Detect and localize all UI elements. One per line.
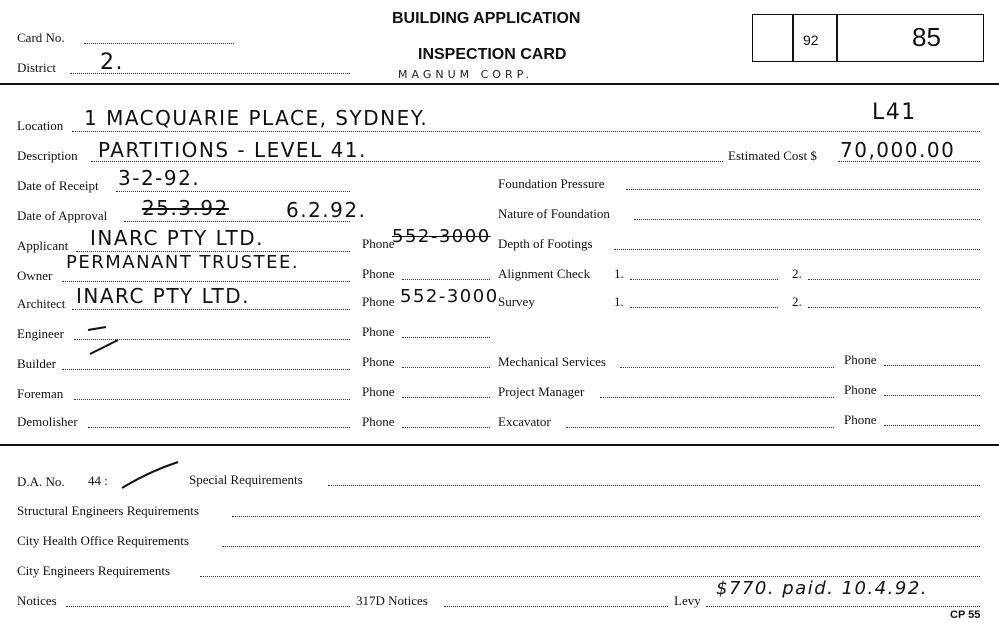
- district-label: District: [17, 60, 56, 75]
- card-year: 92: [803, 32, 819, 48]
- location-value: 1 MACQUARIE PLACE, SYDNEY.: [84, 106, 429, 130]
- card-no-label: Card No.: [17, 30, 65, 45]
- box-divider-1: [792, 15, 794, 61]
- corp-note: MAGNUM CORP.: [398, 68, 534, 81]
- owner-label: Owner: [17, 268, 53, 283]
- architect-phone-value: 552-3000: [400, 286, 499, 307]
- engineer-phone-label: Phone: [362, 324, 395, 339]
- date-approval-value-2: 6.2.92.: [286, 198, 367, 222]
- district-value: 2.: [100, 50, 124, 75]
- notices-317d-line: [444, 606, 668, 607]
- mechanical-line: [620, 367, 834, 368]
- excavator-label: Excavator: [498, 414, 551, 429]
- notices-line: [66, 606, 350, 607]
- survey-2-label: 2.: [792, 294, 802, 309]
- levy-line: [706, 606, 980, 607]
- demolisher-phone-label: Phone: [362, 414, 395, 429]
- structural-label: Structural Engineers Requirements: [17, 503, 199, 518]
- middle-rule: [0, 444, 999, 446]
- description-label: Description: [17, 148, 78, 163]
- foreman-line: [74, 399, 350, 400]
- health-line: [222, 546, 980, 547]
- demolisher-phone-line: [402, 427, 490, 428]
- alignment-1-label: 1.: [614, 266, 624, 281]
- builder-line: [62, 369, 350, 370]
- excavator-line: [566, 427, 834, 428]
- box-divider-2: [836, 15, 838, 61]
- foreman-phone-label: Phone: [362, 384, 395, 399]
- demolisher-label: Demolisher: [17, 414, 78, 429]
- builder-phone-line: [402, 367, 490, 368]
- location-line: [72, 131, 980, 132]
- card-number-box: [752, 14, 984, 62]
- demolisher-line: [88, 427, 350, 428]
- project-manager-phone-line: [884, 395, 980, 396]
- structural-line: [232, 516, 980, 517]
- owner-value: PERMANANT TRUSTEE.: [66, 252, 300, 273]
- city-engineers-label: City Engineers Requirements: [17, 563, 171, 578]
- special-requirements-line: [328, 485, 980, 486]
- engineer-label: Engineer: [17, 326, 64, 341]
- estimated-cost-label: Estimated Cost $: [728, 148, 817, 163]
- mechanical-phone-label: Phone: [844, 352, 877, 367]
- date-receipt-line: [116, 191, 350, 192]
- project-manager-line: [600, 397, 834, 398]
- excavator-phone-line: [884, 425, 980, 426]
- applicant-phone-value: 552-3000: [392, 226, 491, 247]
- engineer-builder-dash-marks: [84, 320, 130, 360]
- form-code: CP 55: [950, 609, 981, 621]
- alignment-2-label: 2.: [792, 266, 802, 281]
- da-slash-mark: [118, 458, 182, 494]
- description-value: PARTITIONS - LEVEL 41.: [98, 138, 367, 162]
- mechanical-label: Mechanical Services: [498, 354, 606, 369]
- owner-line: [62, 281, 350, 282]
- title-line-1: BUILDING APPLICATION: [392, 10, 581, 27]
- da-no-label: D.A. No.: [17, 474, 65, 489]
- architect-label: Architect: [17, 296, 66, 311]
- alignment-check-label: Alignment Check: [498, 266, 591, 281]
- architect-line: [72, 309, 350, 310]
- project-manager-phone-label: Phone: [844, 382, 877, 397]
- owner-phone-line: [402, 279, 490, 280]
- levy-value: $770. paid. 10.4.92.: [716, 578, 929, 599]
- survey-2-line: [808, 307, 980, 308]
- applicant-label: Applicant: [17, 238, 69, 253]
- builder-label: Builder: [17, 356, 56, 371]
- health-label: City Health Office Requirements: [17, 533, 189, 548]
- date-approval-value: 25.3.92: [142, 196, 229, 220]
- nature-foundation-label: Nature of Foundation: [498, 206, 610, 221]
- date-approval-label: Date of Approval: [17, 208, 108, 223]
- depth-footings-label: Depth of Footings: [498, 236, 593, 251]
- excavator-phone-label: Phone: [844, 412, 877, 427]
- city-engineers-line: [200, 576, 980, 577]
- architect-value: INARC PTY LTD.: [76, 284, 250, 308]
- survey-label: Survey: [498, 294, 535, 309]
- special-requirements-label: Special Requirements: [189, 472, 303, 487]
- date-receipt-value: 3-2-92.: [118, 166, 201, 190]
- date-receipt-label: Date of Receipt: [17, 178, 99, 193]
- estimated-cost-value: 70,000.00: [840, 138, 956, 162]
- card-number: 85: [912, 22, 941, 52]
- title-line-2: INSPECTION CARD: [418, 46, 567, 63]
- project-manager-label: Project Manager: [498, 384, 585, 399]
- applicant-value: INARC PTY LTD.: [90, 226, 264, 250]
- notices-317d-label: 317D Notices: [356, 593, 428, 608]
- nature-foundation-line: [634, 219, 980, 220]
- header-rule: [0, 83, 999, 85]
- survey-1-label: 1.: [614, 294, 624, 309]
- depth-footings-line: [614, 249, 980, 250]
- alignment-2-line: [808, 279, 980, 280]
- da-no-value: 44 :: [88, 473, 108, 488]
- notices-label: Notices: [17, 593, 57, 608]
- alignment-1-line: [630, 279, 778, 280]
- mechanical-phone-line: [884, 365, 980, 366]
- owner-phone-label: Phone: [362, 266, 395, 281]
- card-no-line: [84, 43, 234, 44]
- survey-1-line: [630, 307, 778, 308]
- levy-label: Levy: [674, 593, 701, 608]
- foundation-pressure-line: [626, 189, 980, 190]
- builder-phone-label: Phone: [362, 354, 395, 369]
- applicant-phone-label: Phone: [362, 236, 395, 251]
- foreman-label: Foreman: [17, 386, 64, 401]
- foundation-pressure-label: Foundation Pressure: [498, 176, 605, 191]
- architect-phone-label: Phone: [362, 294, 395, 309]
- foreman-phone-line: [402, 397, 490, 398]
- engineer-phone-line: [402, 337, 490, 338]
- location-label: Location: [17, 118, 64, 133]
- location-tag: L41: [872, 100, 917, 125]
